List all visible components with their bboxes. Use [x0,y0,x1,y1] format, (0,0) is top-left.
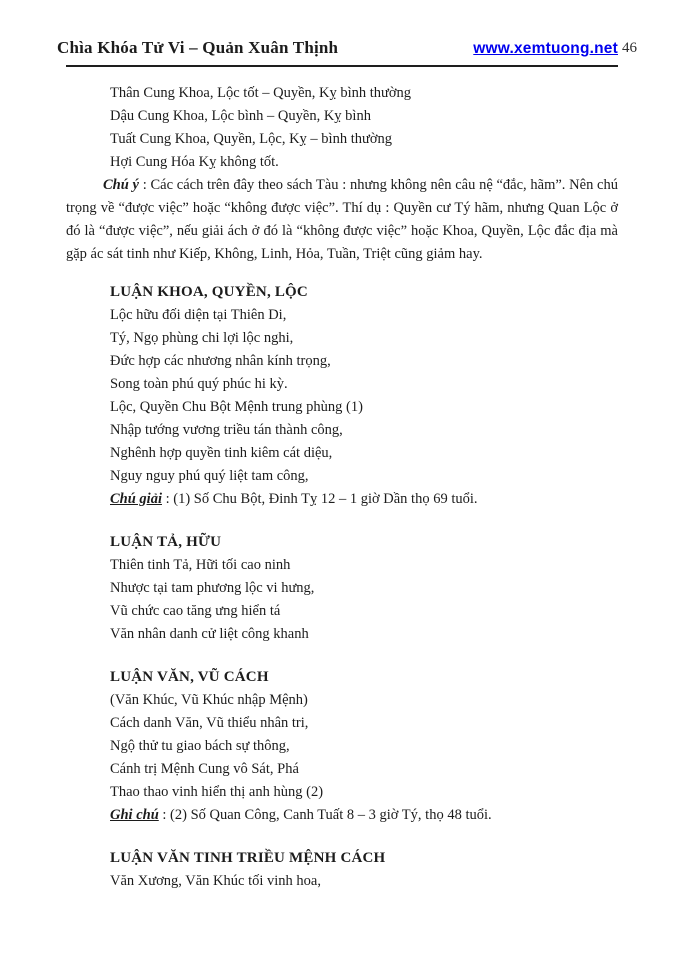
verse-line: Nguy nguy phú quý liệt tam công, [110,468,309,484]
website-link[interactable]: www.xemtuong.net [473,40,618,57]
verse-line: Thao thao vinh hiển thị anh hùng (2) [110,784,324,800]
verse-line: Ngộ thử tu giao bách sự thông, [110,738,290,754]
verse-line: Nghênh hợp quyền tinh kiêm cát diệu, [110,445,333,461]
intro-line: Hợi Cung Hóa Kỵ không tốt. [110,154,279,170]
verse-line: Nhập tướng vương triều tán thành công, [110,422,343,438]
page-number: 46 [622,40,637,56]
section-heading: LUẬN VĂN TINH TRIỀU MỆNH CÁCH [110,850,386,866]
intro-line: Tuất Cung Khoa, Quyền, Lộc, Kỵ – bình thường [110,131,393,147]
section [66,281,618,511]
section-note [66,804,618,827]
section-note-text: : (2) Số Quan Công, Canh Tuất 8 – 3 giờ Tý, thọ 48 tuổi. [158,807,492,823]
verse-line: Nhược tại tam phương lộc vi hưng, [110,580,315,596]
verse-line: Thiên tinh Tả, Hữi tối cao ninh [110,557,291,573]
verse-line: Văn nhân danh cử liệt công khanh [110,626,309,642]
section-note-lead: Chú giải [110,491,162,507]
section [66,847,618,893]
verse-line: Văn Xương, Văn Khúc tối vinh hoa, [110,873,321,889]
note-text: : Các cách trên đây theo sách Tàu : nhưng không nên câu nệ “đắc, hãm”. Nên chú trọng về “được việc” hoặc “không được việc”. Thí dụ : Quyền cư Tý hãm, nhưng Quan Lộc ở đó là “được việc”, nếu giải ách ở đó là “không được việc” hoặc Khoa, Quyền, Lộc đắc địa mà gặp ác sát tinh như Kiếp, Không, Linh, Hỏa, Tuần, Triệt cũng giảm hay. [66,177,618,262]
verse-line: Lộc hữu đối diện tại Thiên Di, [110,307,287,323]
verse-line: Cách danh Văn, Vũ thiểu nhân tri, [110,715,309,731]
section [66,531,618,646]
header-divider [66,65,618,67]
section-note [66,488,618,511]
verse-line: Đức hợp các nhương nhân kính trọng, [110,353,331,369]
intro-line: Thân Cung Khoa, Lộc tốt – Quyền, Kỵ bình thường [110,85,412,101]
note-lead: Chú ý [103,177,139,193]
section [66,666,618,827]
verse-line: Song toàn phú quý phúc hi kỳ. [110,376,288,392]
section-heading: LUẬN TẢ, HỮU [110,534,222,550]
verse-line: (Văn Khúc, Vũ Khúc nhập Mệnh) [110,692,308,708]
note-paragraph [66,174,618,266]
page-header [57,38,618,58]
sections [66,281,618,893]
page-body [66,82,618,893]
verse-line: Lộc, Quyền Chu Bột Mệnh trung phùng (1) [110,399,363,415]
verse-line: Vũ chức cao tăng ưng hiển tá [110,603,281,619]
section-note-lead: Ghi chú [110,807,159,823]
intro-line: Dậu Cung Khoa, Lộc bình – Quyền, Kỵ bình [110,108,371,124]
book-title: Chìa Khóa Tử Vi – Quản Xuân Thịnh [57,38,339,57]
verse-line: Tý, Ngọ phùng chi lợi lộc nghi, [110,330,294,346]
section-note-text: : (1) Số Chu Bột, Đinh Tỵ 12 – 1 giờ Dần thọ 69 tuổi. [161,491,478,507]
section-heading: LUẬN VĂN, VŨ CÁCH [110,669,269,685]
section-heading: LUẬN KHOA, QUYỀN, LỘC [110,284,308,300]
intro-list [66,82,618,174]
verse-line: Cánh trị Mệnh Cung vô Sát, Phá [110,761,299,777]
